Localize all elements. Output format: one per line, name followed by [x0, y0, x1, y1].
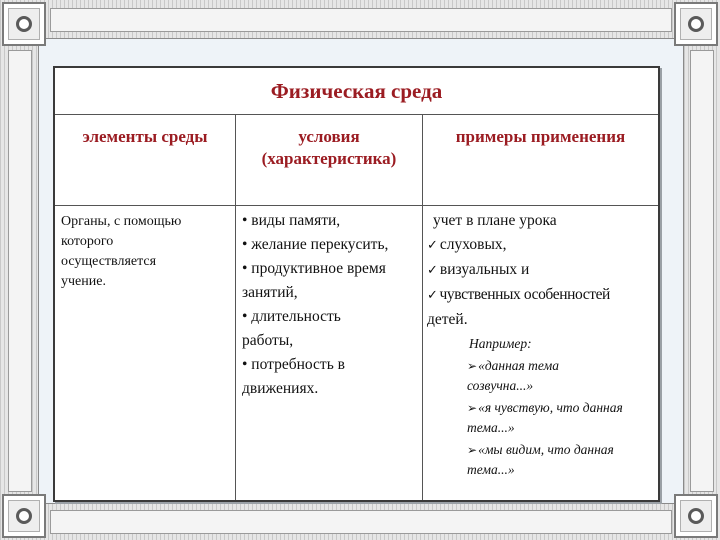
frame-band-left	[8, 50, 32, 492]
list-item: • длительность	[242, 308, 341, 325]
header-examples: примеры применения	[455, 127, 626, 146]
list-item: • продуктивное время	[242, 260, 386, 277]
list-item: ➢«я чувствую, что данная	[467, 400, 623, 415]
example-list: ➢«данная тема созвучна...» ➢«я чувствую, что данная тема...» ➢«мы видим, что данная тема...»	[427, 356, 657, 480]
arrow-bullet-icon: ➢	[467, 443, 478, 457]
list-item: ✓ слуховых,	[427, 236, 507, 253]
list-item: движениях.	[242, 380, 319, 397]
table-title-cell	[55, 68, 658, 115]
elements-cell: Органы, с помощью которого осуществляется учение.	[61, 214, 182, 289]
content-table	[53, 66, 660, 502]
list-item: • желание перекусить,	[242, 236, 389, 253]
list-item: • потребность в	[242, 356, 345, 373]
table-title: Физическая среда	[270, 78, 443, 103]
checkmark-icon: ✓	[427, 238, 438, 253]
list-item: ✓ визуальных и	[427, 261, 530, 278]
corner-ornament-icon	[2, 494, 46, 538]
header-divider	[55, 205, 658, 206]
column-divider	[422, 115, 423, 500]
header-conditions: условия (характеристика)	[261, 127, 397, 168]
list-item: • виды памяти,	[242, 212, 341, 229]
frame-band-top	[50, 8, 672, 32]
list-item: ➢«данная тема	[467, 358, 559, 373]
examples-cell: учет в плане урока ✓ слуховых, ✓ визуальных и ✓ чувственных особенностей детей. Например: ➢«данная тема созвучна...» ➢«я чувствую, что данная тема...» ➢«мы видим, что данная тема...»	[427, 209, 657, 480]
checkmark-icon: ✓	[427, 288, 438, 303]
corner-ornament-icon	[2, 2, 46, 46]
arrow-bullet-icon: ➢	[467, 359, 478, 373]
corner-ornament-icon	[674, 494, 718, 538]
list-item: занятий,	[242, 284, 298, 301]
frame-band-right	[690, 50, 714, 492]
arrow-bullet-icon: ➢	[467, 401, 478, 415]
corner-ornament-icon	[674, 2, 718, 46]
list-item: ➢«мы видим, что данная	[467, 442, 614, 457]
header-elements: элементы среды	[82, 127, 208, 146]
conditions-cell	[242, 209, 420, 401]
column-divider	[235, 115, 236, 500]
list-item: работы,	[242, 332, 294, 349]
frame-band-bottom	[50, 510, 672, 534]
list-item: ✓ чувственных особенностей	[427, 286, 610, 303]
checkmark-icon: ✓	[427, 263, 438, 278]
